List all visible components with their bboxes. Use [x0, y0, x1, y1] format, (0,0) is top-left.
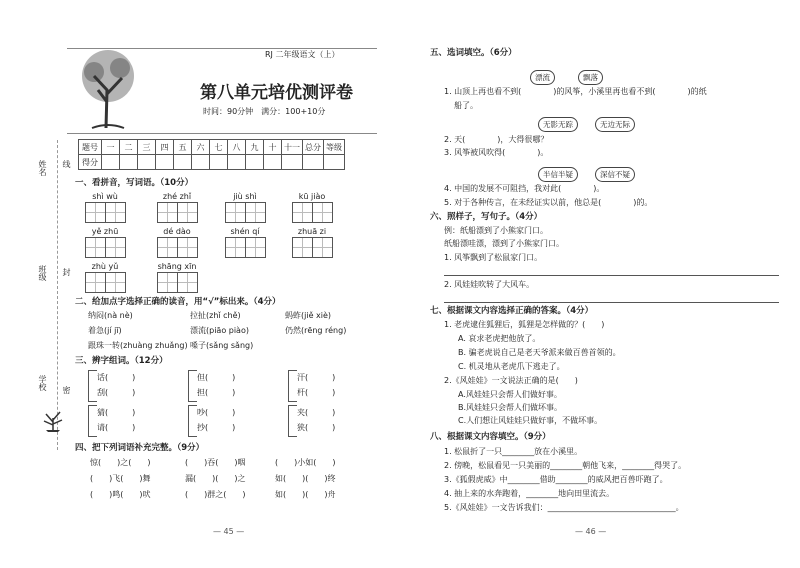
word-blank[interactable]: 夹( )	[297, 408, 336, 417]
word-blank[interactable]: 话( )	[97, 373, 136, 382]
option-item[interactable]: B. 骗老虎说自己是老天爷派来做百兽首领的。	[458, 348, 621, 357]
word-group	[288, 405, 335, 437]
question-line: 2. 风娃娃吹转了大风车。	[444, 280, 535, 289]
pinyin-item	[157, 262, 197, 293]
section-1-title: 一、看拼音，写词语。（10分）	[75, 178, 194, 188]
option-item[interactable]: C.人们想让风娃娃只做好事，不做坏事。	[458, 416, 603, 425]
pinyin-item	[85, 192, 125, 223]
word-group	[88, 405, 135, 437]
option-item[interactable]: A. 哀求老虎把他放了。	[458, 334, 541, 343]
seal-mark: 封	[62, 268, 71, 276]
table-cell: 十	[264, 140, 282, 155]
writing-box[interactable]	[225, 202, 246, 223]
word-blank[interactable]: 刮( )	[97, 388, 136, 397]
pronunciation-item[interactable]: 拉扯(zhǐ chě)	[190, 311, 241, 320]
question-line: 2.《风娃娃》一文说法正确的是( )	[444, 376, 578, 385]
writing-box[interactable]	[292, 237, 313, 258]
writing-box[interactable]	[245, 202, 266, 223]
bracket-icon	[288, 370, 297, 402]
table-cell: 题号	[79, 140, 102, 155]
writing-box[interactable]	[85, 202, 106, 223]
score-cell[interactable]	[156, 155, 174, 170]
section-8-title: 八、根据课文内容填空。（9分）	[430, 432, 551, 442]
writing-box[interactable]	[157, 237, 178, 258]
writing-box[interactable]	[245, 237, 266, 258]
word-group-items	[197, 405, 235, 435]
right-page	[400, 0, 800, 568]
score-cell[interactable]	[246, 155, 264, 170]
bracket-icon	[188, 370, 197, 402]
idiom-item[interactable]: 如( )( )终	[275, 474, 336, 483]
pinyin-item	[292, 227, 332, 258]
score-cell[interactable]	[174, 155, 192, 170]
writing-box[interactable]	[225, 237, 246, 258]
question-line: 2. 天( )，大得很哪？	[444, 135, 549, 144]
table-cell: 四	[156, 140, 174, 155]
table-cell: 二	[120, 140, 138, 155]
writing-box[interactable]	[105, 237, 126, 258]
option-item[interactable]: C. 机灵地从老虎爪下逃走了。	[458, 362, 565, 371]
writing-box[interactable]	[157, 202, 178, 223]
word-group-items	[297, 405, 335, 435]
word-choice[interactable]: 深信不疑	[595, 167, 635, 182]
word-group	[188, 370, 235, 402]
class-label: 班级	[38, 265, 47, 281]
pinyin-item	[225, 192, 265, 223]
question-line[interactable]: 1. 松鼠折了一只________放在小溪里。	[444, 447, 583, 456]
writing-box[interactable]	[177, 272, 198, 293]
question-line[interactable]: 4. 抽上来的水奔跑着，________地向田里流去。	[444, 489, 615, 498]
pinyin-label: kū jiào	[298, 192, 326, 201]
idiom-item[interactable]: ( )群之( )	[185, 490, 246, 499]
pronunciation-item[interactable]: 跟珠一转(zhuàng zhuǎng)	[88, 341, 188, 350]
option-item[interactable]: B.风娃娃只会帮人们做坏事。	[458, 403, 563, 412]
writing-box[interactable]	[85, 272, 106, 293]
word-blank[interactable]: 汗( )	[297, 373, 336, 382]
question-line: 船了。	[454, 101, 478, 110]
score-table	[78, 139, 345, 170]
idiom-item[interactable]: ( )飞( )舞	[90, 474, 151, 483]
score-cell[interactable]	[138, 155, 156, 170]
writing-box[interactable]	[292, 202, 313, 223]
answer-line[interactable]	[444, 302, 779, 303]
pinyin-label: jiù shì	[233, 192, 257, 201]
word-blank[interactable]: 担( )	[197, 388, 236, 397]
word-blank[interactable]: 吵( )	[197, 408, 236, 417]
plant-decoration-icon	[38, 408, 68, 436]
table-cell: 八	[228, 140, 246, 155]
pinyin-label: shén qí	[230, 227, 260, 236]
pinyin-label: zhé zhǐ	[162, 192, 192, 201]
grade-tag: RJ 二年级语文（上）	[265, 50, 340, 59]
word-blank[interactable]: 狭( )	[297, 423, 336, 432]
score-cell[interactable]	[303, 155, 324, 170]
word-choice[interactable]: 无影无踪	[538, 117, 578, 132]
page-number: — 45 —	[213, 527, 245, 536]
page-title: 第八单元培优测评卷	[200, 83, 353, 103]
writing-box[interactable]	[105, 202, 126, 223]
school-label: 学校	[38, 375, 47, 391]
section-3-title: 三、辨字组词。（12分）	[75, 356, 168, 366]
writing-box[interactable]	[157, 272, 178, 293]
secret-mark: 密	[62, 386, 71, 394]
bracket-icon	[88, 370, 97, 402]
example-line: 纸船漂哇漂，漂到了小熊家门口。	[444, 239, 564, 248]
table-cell: 得分	[79, 155, 102, 170]
word-choice[interactable]: 无边无际	[595, 117, 635, 132]
tree-icon	[72, 50, 144, 130]
pinyin-item	[225, 227, 265, 258]
pronunciation-item[interactable]: 纳闷(nà nè)	[88, 311, 133, 320]
word-blank[interactable]: 猜( )	[97, 408, 136, 417]
table-cell: 三	[138, 140, 156, 155]
section-4-title: 四、把下列词语补充完整。（9分）	[75, 443, 205, 453]
score-cell[interactable]	[324, 155, 345, 170]
question-line[interactable]: 3.《狐假虎威》中________借助________的威风把百兽吓跑了。	[444, 475, 668, 484]
word-blank[interactable]: 但( )	[197, 373, 236, 382]
pronunciation-item[interactable]: 漂流(piāo piào)	[190, 326, 249, 335]
section-6-title: 六、照样子，写句子。（4分）	[430, 212, 543, 222]
pinyin-item	[85, 227, 125, 258]
pronunciation-item[interactable]: 着急(jí jī)	[88, 326, 122, 335]
idiom-item[interactable]: 漏( )( )之	[185, 474, 246, 483]
name-label: 姓名	[38, 160, 47, 176]
writing-box[interactable]	[85, 237, 106, 258]
pronunciation-item[interactable]: 蚂蚱(jiě xiè)	[285, 311, 332, 320]
table-cell: 一	[102, 140, 120, 155]
score-table-header-row	[79, 140, 345, 155]
score-cell[interactable]	[210, 155, 228, 170]
section-2-title: 二、给加点字选择正确的读音，用“√”标出来。（4分）	[75, 297, 281, 307]
example-line: 例：纸船漂到了小熊家门口。	[444, 226, 548, 235]
word-group	[288, 370, 335, 402]
pinyin-label: zhuā zi	[297, 227, 327, 236]
score-cell[interactable]	[102, 155, 120, 170]
binding-line	[57, 140, 58, 450]
score-cell[interactable]	[120, 155, 138, 170]
option-item[interactable]: A.风娃娃只会帮人们做好事。	[458, 390, 562, 399]
pinyin-item	[85, 262, 125, 293]
pronunciation-item[interactable]: 仍然(rēng réng)	[285, 326, 347, 335]
score-cell[interactable]	[228, 155, 246, 170]
score-cell[interactable]	[282, 155, 303, 170]
section-7-title: 七、根据课文内容选择正确的答案。（4分）	[430, 306, 594, 316]
idiom-item[interactable]: ( )吞( )咽	[185, 458, 246, 467]
idiom-item[interactable]: ( )鸣( )吠	[90, 490, 151, 499]
page-number: — 46 —	[575, 527, 607, 536]
writing-box[interactable]	[312, 237, 333, 258]
pinyin-label: shì wù	[92, 192, 118, 201]
pinyin-item	[157, 192, 197, 223]
table-cell: 九	[246, 140, 264, 155]
score-cell[interactable]	[264, 155, 282, 170]
word-blank[interactable]: 抄( )	[197, 423, 236, 432]
word-blank[interactable]: 杆( )	[297, 388, 336, 397]
pinyin-label: yě zhū	[91, 227, 119, 236]
table-cell: 五	[174, 140, 192, 155]
writing-box[interactable]	[105, 272, 126, 293]
table-cell: 六	[192, 140, 210, 155]
table-cell: 十一	[282, 140, 303, 155]
table-cell: 等级	[324, 140, 345, 155]
word-group	[188, 405, 235, 437]
pinyin-item	[292, 192, 332, 223]
table-cell: 七	[210, 140, 228, 155]
pinyin-label: dé dào	[163, 227, 191, 236]
pinyin-label: zhù yǔ	[91, 262, 119, 271]
score-table-score-row	[79, 155, 345, 170]
question-line: 5. 对于各种传言，在未经证实以前，他总是( )的。	[444, 198, 653, 207]
line-mark: 线	[62, 160, 71, 168]
word-blank[interactable]: 请( )	[97, 423, 136, 432]
question-line: 4. 中国的发展不可阻挡，我对此( )。	[444, 184, 605, 193]
word-choice[interactable]: 漂流	[530, 70, 555, 85]
section-5-title: 五、选词填空。（6分）	[430, 48, 517, 58]
writing-box[interactable]	[312, 202, 333, 223]
question-line: 1. 风筝飘到了松鼠家门口。	[444, 253, 543, 262]
bracket-icon	[288, 405, 297, 437]
question-line: 1. 山顶上再也看不到( )的风筝，小溪里再也看不到( )的纸	[444, 87, 707, 96]
score-cell[interactable]	[192, 155, 210, 170]
word-group-items	[297, 370, 335, 400]
word-choice[interactable]: 飘落	[578, 70, 603, 85]
word-choice[interactable]: 半信半疑	[538, 167, 578, 182]
question-line: 3. 风筝被风吹得( )。	[444, 148, 549, 157]
bracket-icon	[188, 405, 197, 437]
answer-line[interactable]	[444, 275, 779, 276]
question-line[interactable]: 5.《风娃娃》一文告诉我们：________________________________。	[444, 503, 684, 512]
pinyin-label: shāng xīn	[157, 262, 197, 271]
writing-box[interactable]	[177, 202, 198, 223]
pinyin-item	[157, 227, 197, 258]
idiom-item[interactable]: 惊( )之( )	[90, 458, 151, 467]
idiom-item[interactable]: 如( )( )舟	[275, 490, 336, 499]
time-info: 时间：90分钟 满分：100+10分	[203, 107, 326, 116]
question-line[interactable]: 2. 傍晚，松鼠看见一只美丽的________朝他飞来，________得哭了。	[444, 461, 687, 470]
word-group	[88, 370, 135, 402]
writing-box[interactable]	[177, 237, 198, 258]
word-group-items	[197, 370, 235, 400]
word-group-items	[97, 370, 135, 400]
idiom-item[interactable]: ( )小如( )	[275, 458, 336, 467]
pronunciation-item[interactable]: 嗓子(sǎng sǎng)	[190, 341, 254, 350]
bracket-icon	[88, 405, 97, 437]
table-cell: 总分	[303, 140, 324, 155]
question-line: 1. 老虎逮住狐狸后，狐狸是怎样做的？( )	[444, 320, 605, 329]
word-group-items	[97, 405, 135, 435]
